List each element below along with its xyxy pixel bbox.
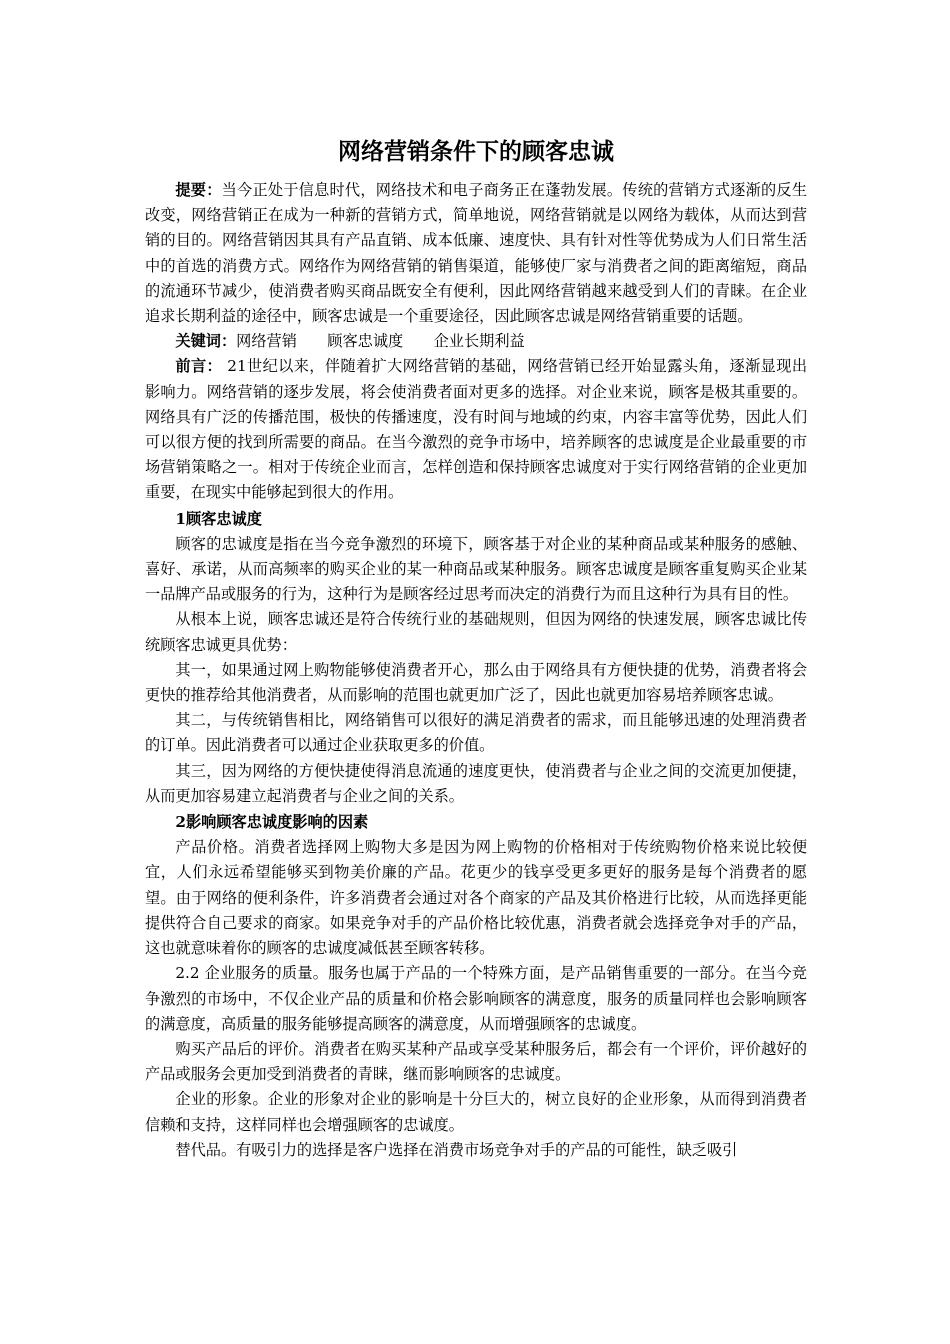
document-page bbox=[145, 128, 807, 1163]
preface-paragraph bbox=[145, 354, 807, 505]
preface-text: 21世纪以来，伴随着扩大网络营销的基础，网络营销已经开始显露头角，逐渐显现出影响力。网络营销的逐步发展，将会使消费者面对更多的选择。对企业来说，顾客是极其重要的。网络具有广泛的传播范围，极快的传播速度，没有时间与地域的约束，内容丰富等优势，因此人们可以很方便的找到所需要的商品。在当今激烈的竞争市场中，培养顾客的忠诚度是企业最重要的市场营销策略之一。相对于传统企业而言，怎样创造和保持顾客忠诚度对于实行网络营销的企业更加重要，在现实中能够起到很大的作用。 bbox=[145, 357, 808, 502]
abstract-label: 提要： bbox=[175, 181, 222, 199]
keyword-item: 顾客忠诚度 bbox=[327, 332, 404, 351]
body-paragraph: 替代品。有吸引力的选择是客户选择在消费市场竞争对手的产品的可能性，缺乏吸引 bbox=[175, 1140, 738, 1159]
keywords-label: 关键词： bbox=[175, 332, 237, 351]
keyword-item: 网络营销 bbox=[236, 332, 297, 351]
body-paragraph: 其二，与传统销售相比，网络销售可以很好的满足消费者的需求，而且能够迅速的处理消费者的订单。因此消费者可以通过企业获取更多的价值。 bbox=[145, 711, 807, 755]
abstract-paragraph bbox=[145, 178, 807, 329]
abstract-text: 当今正处于信息时代，网络技术和电子商务正在蓬勃发展。传统的营销方式逐渐的反生改变，网络营销正在成为一种新的营销方式，简单地说，网络营销就是以网络为载体，从而达到营销的目的。网络营销因其具有产品直销、成本低廉、速度快、具有针对性等优势成为人们日常生活中的首选的消费方式。网络作为网络营销的销售渠道，能够使厂家与消费者之间的距离缩短，商品的流通环节减少，使消费者购买商品既安全有便利，因此网络营销越来越受到人们的青睐。在企业追求长期利益的途径中，顾客忠诚是一个重要途径，因此顾客忠诚是网络营销重要的话题。 bbox=[145, 181, 808, 326]
keyword-item: 企业长期利益 bbox=[433, 332, 525, 351]
body-paragraph: 顾客的忠诚度是指在当今竞争激烈的环境下，顾客基于对企业的某种商品或某种服务的感触、喜好、承诺，从而高频率的购买企业的某一种商品或某种服务。顾客忠诚度是顾客重复购买企业某一品牌产品或服务的行为，这种行为是顾客经过思考而决定的消费行为而且这种行为具有目的性。 bbox=[145, 534, 807, 604]
body-paragraph: 2.2 企业服务的质量。服务也属于产品的一个特殊方面，是产品销售重要的一部分。在当今竞争激烈的市场中，不仅企业产品的质量和价格会影响顾客的满意度，服务的质量同样也会影响顾客的满意度，高质量的服务能够提高顾客的满意度，从而增强顾客的忠诚度。 bbox=[145, 964, 807, 1033]
body-paragraph: 购买产品后的评价。消费者在购买某种产品或享受某种服务后，都会有一个评价，评价越好的产品或服务会更加受到消费者的青睐，继而影响顾客的忠诚度。 bbox=[145, 1039, 807, 1084]
body-paragraph: 产品价格。消费者选择网上购物大多是因为网上购物的价格相对于传统购物价格来说比较便宜，人们永远希望能够买到物美价廉的产品。花更少的钱享受更多更好的服务是每个消费者的愿望。由于网络的便利条件，许多消费者会通过对各个商家的产品及其价格进行比较，从而选择更能提供符合自己要求的商家。如果竞争对手的产品价格比较优惠，消费者就会选择竞争对手的产品，这也就意味着你的顾客的忠诚度减低甚至顾客转移。 bbox=[145, 838, 807, 958]
document-title: 网络营销条件下的顾客忠诚 bbox=[338, 139, 614, 165]
keywords-paragraph bbox=[145, 329, 807, 354]
body-paragraph: 从根本上说，顾客忠诚还是符合传统行业的基础规则，但因为网络的快速发展，顾客忠诚比传统顾客忠诚更具优势： bbox=[145, 610, 807, 654]
body-paragraph: 企业的形象。企业的形象对企业的影响是十分巨大的，树立良好的企业形象，从而得到消费者信赖和支持，这样同样也会增强顾客的忠诚度。 bbox=[145, 1090, 807, 1134]
preface-label: 前言： bbox=[175, 357, 223, 376]
section-heading: 1顾客忠诚度 bbox=[175, 509, 262, 528]
section-heading: 2影响顾客忠诚度影响的因素 bbox=[175, 813, 369, 832]
body-paragraph: 其三，因为网络的方便快捷使得消息流通的速度更快，使消费者与企业之间的交流更加便捷，从而更加容易建立起消费者与企业之间的关系。 bbox=[145, 761, 807, 805]
body-paragraph: 其一，如果通过网上购物能够使消费者开心，那么由于网络具有方便快捷的优势，消费者将会更快的推荐给其他消费者，从而影响的范围也就更加广泛了，因此也就更加容易培养顾客忠诚。 bbox=[145, 660, 807, 705]
